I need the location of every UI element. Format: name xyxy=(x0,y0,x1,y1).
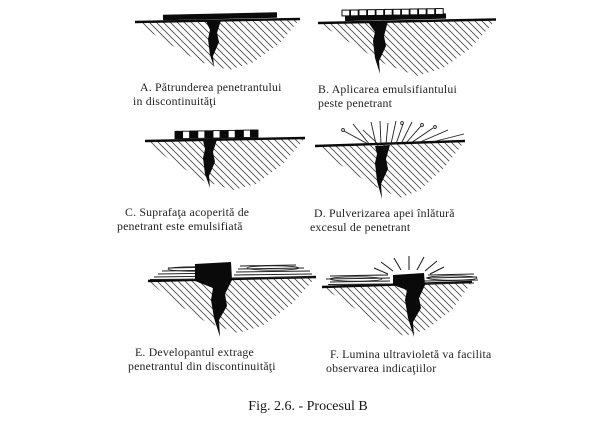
hatched-specimen xyxy=(318,20,496,77)
panel-c-label-line2: penetrant este emulsifiată xyxy=(117,219,243,233)
panel-c-label xyxy=(117,205,249,233)
panel-d xyxy=(308,118,476,234)
hatched-specimen xyxy=(148,277,316,333)
panel-b xyxy=(313,6,499,110)
panel-f-label xyxy=(322,347,491,375)
penetrant-film xyxy=(345,16,446,19)
panel-d-label-line1: D. Pulverizarea apei înlătură xyxy=(314,206,455,220)
panel-a-label xyxy=(133,80,282,108)
panel-b-label-line2: peste penetrant xyxy=(318,96,393,110)
panel-f xyxy=(322,248,496,375)
emulsified-layer-blocks xyxy=(175,130,258,139)
panel-b-drawing xyxy=(313,6,499,84)
panel-b-label xyxy=(318,82,457,110)
panel-d-label-line2: excesul de penetrant xyxy=(310,220,411,234)
panel-c-drawing xyxy=(140,124,312,198)
emulsifier-blocks xyxy=(342,9,443,16)
hatched-specimen xyxy=(322,282,472,336)
panel-c xyxy=(117,124,312,233)
developer-layer xyxy=(150,265,314,280)
panel-e-label-line2: penetrantul din discontinuităţi xyxy=(128,359,276,373)
hatched-specimen xyxy=(315,141,465,198)
uv-rays xyxy=(374,256,444,274)
panel-e-drawing xyxy=(128,252,320,340)
panel-b-label-line1: B. Aplicarea emulsifiantului xyxy=(318,82,457,96)
panel-c-label-line1: C. Suprafaţa acoperită de xyxy=(125,205,250,219)
panel-e-label-line1: E. Developantul extrage xyxy=(135,345,254,359)
penetrant-film xyxy=(163,15,277,18)
panel-e-label xyxy=(128,345,276,373)
panel-a-label-line2: in discontinuităţi xyxy=(133,94,217,108)
panel-a-drawing xyxy=(133,6,305,74)
panel-f-label-line1: F. Lumina ultravioletă va facilita xyxy=(330,347,492,361)
panel-a-label-line1: A. Pătrunderea penetrantului xyxy=(140,80,282,94)
panel-d-label xyxy=(310,206,455,234)
figure-caption: Fig. 2.6. - Procesul B xyxy=(248,399,368,414)
hatched-specimen xyxy=(145,138,305,190)
panel-f-drawing xyxy=(322,248,496,340)
panel-a xyxy=(133,6,305,108)
panel-d-drawing xyxy=(308,118,476,206)
panel-f-label-line2: observarea indicaţiilor xyxy=(326,361,437,375)
panel-e xyxy=(128,252,320,373)
